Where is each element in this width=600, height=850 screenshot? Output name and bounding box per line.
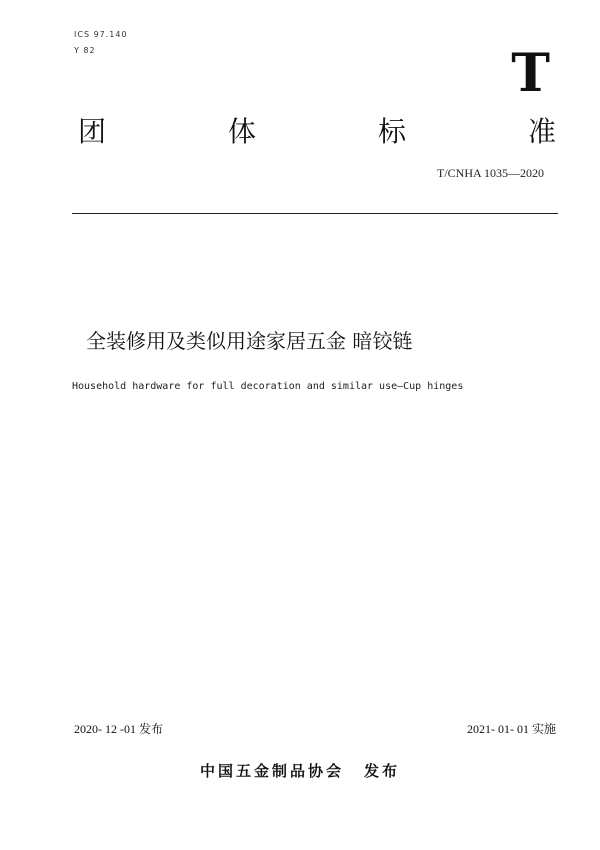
- standard-logo-letter: T: [511, 43, 550, 104]
- document-title-english: Household hardware for full decoration and similar use—Cup hinges: [72, 381, 464, 392]
- standard-type-char: 体: [227, 115, 256, 148]
- standard-type-char: 准: [527, 115, 556, 148]
- standard-type-char: 团: [78, 115, 107, 148]
- publisher-name: 中国五金制品协会: [199, 762, 344, 780]
- implementation-date: 2021- 01- 01 实施: [467, 722, 556, 736]
- ics-code: ICS 97.140: [74, 30, 128, 39]
- standard-number: T/CNHA 1035—2020: [436, 166, 544, 180]
- issue-date: 2020- 12 -01 发布: [74, 722, 163, 736]
- publisher-action: 发布: [364, 762, 401, 780]
- header-divider: [72, 213, 558, 214]
- document-title-chinese: 全装修用及类似用途家居五金 暗铰链: [86, 329, 413, 353]
- clc-code: Y 82: [74, 46, 96, 55]
- standard-type-heading: [78, 116, 556, 148]
- publisher-line: [0, 760, 600, 781]
- standard-type-char: 标: [377, 115, 406, 148]
